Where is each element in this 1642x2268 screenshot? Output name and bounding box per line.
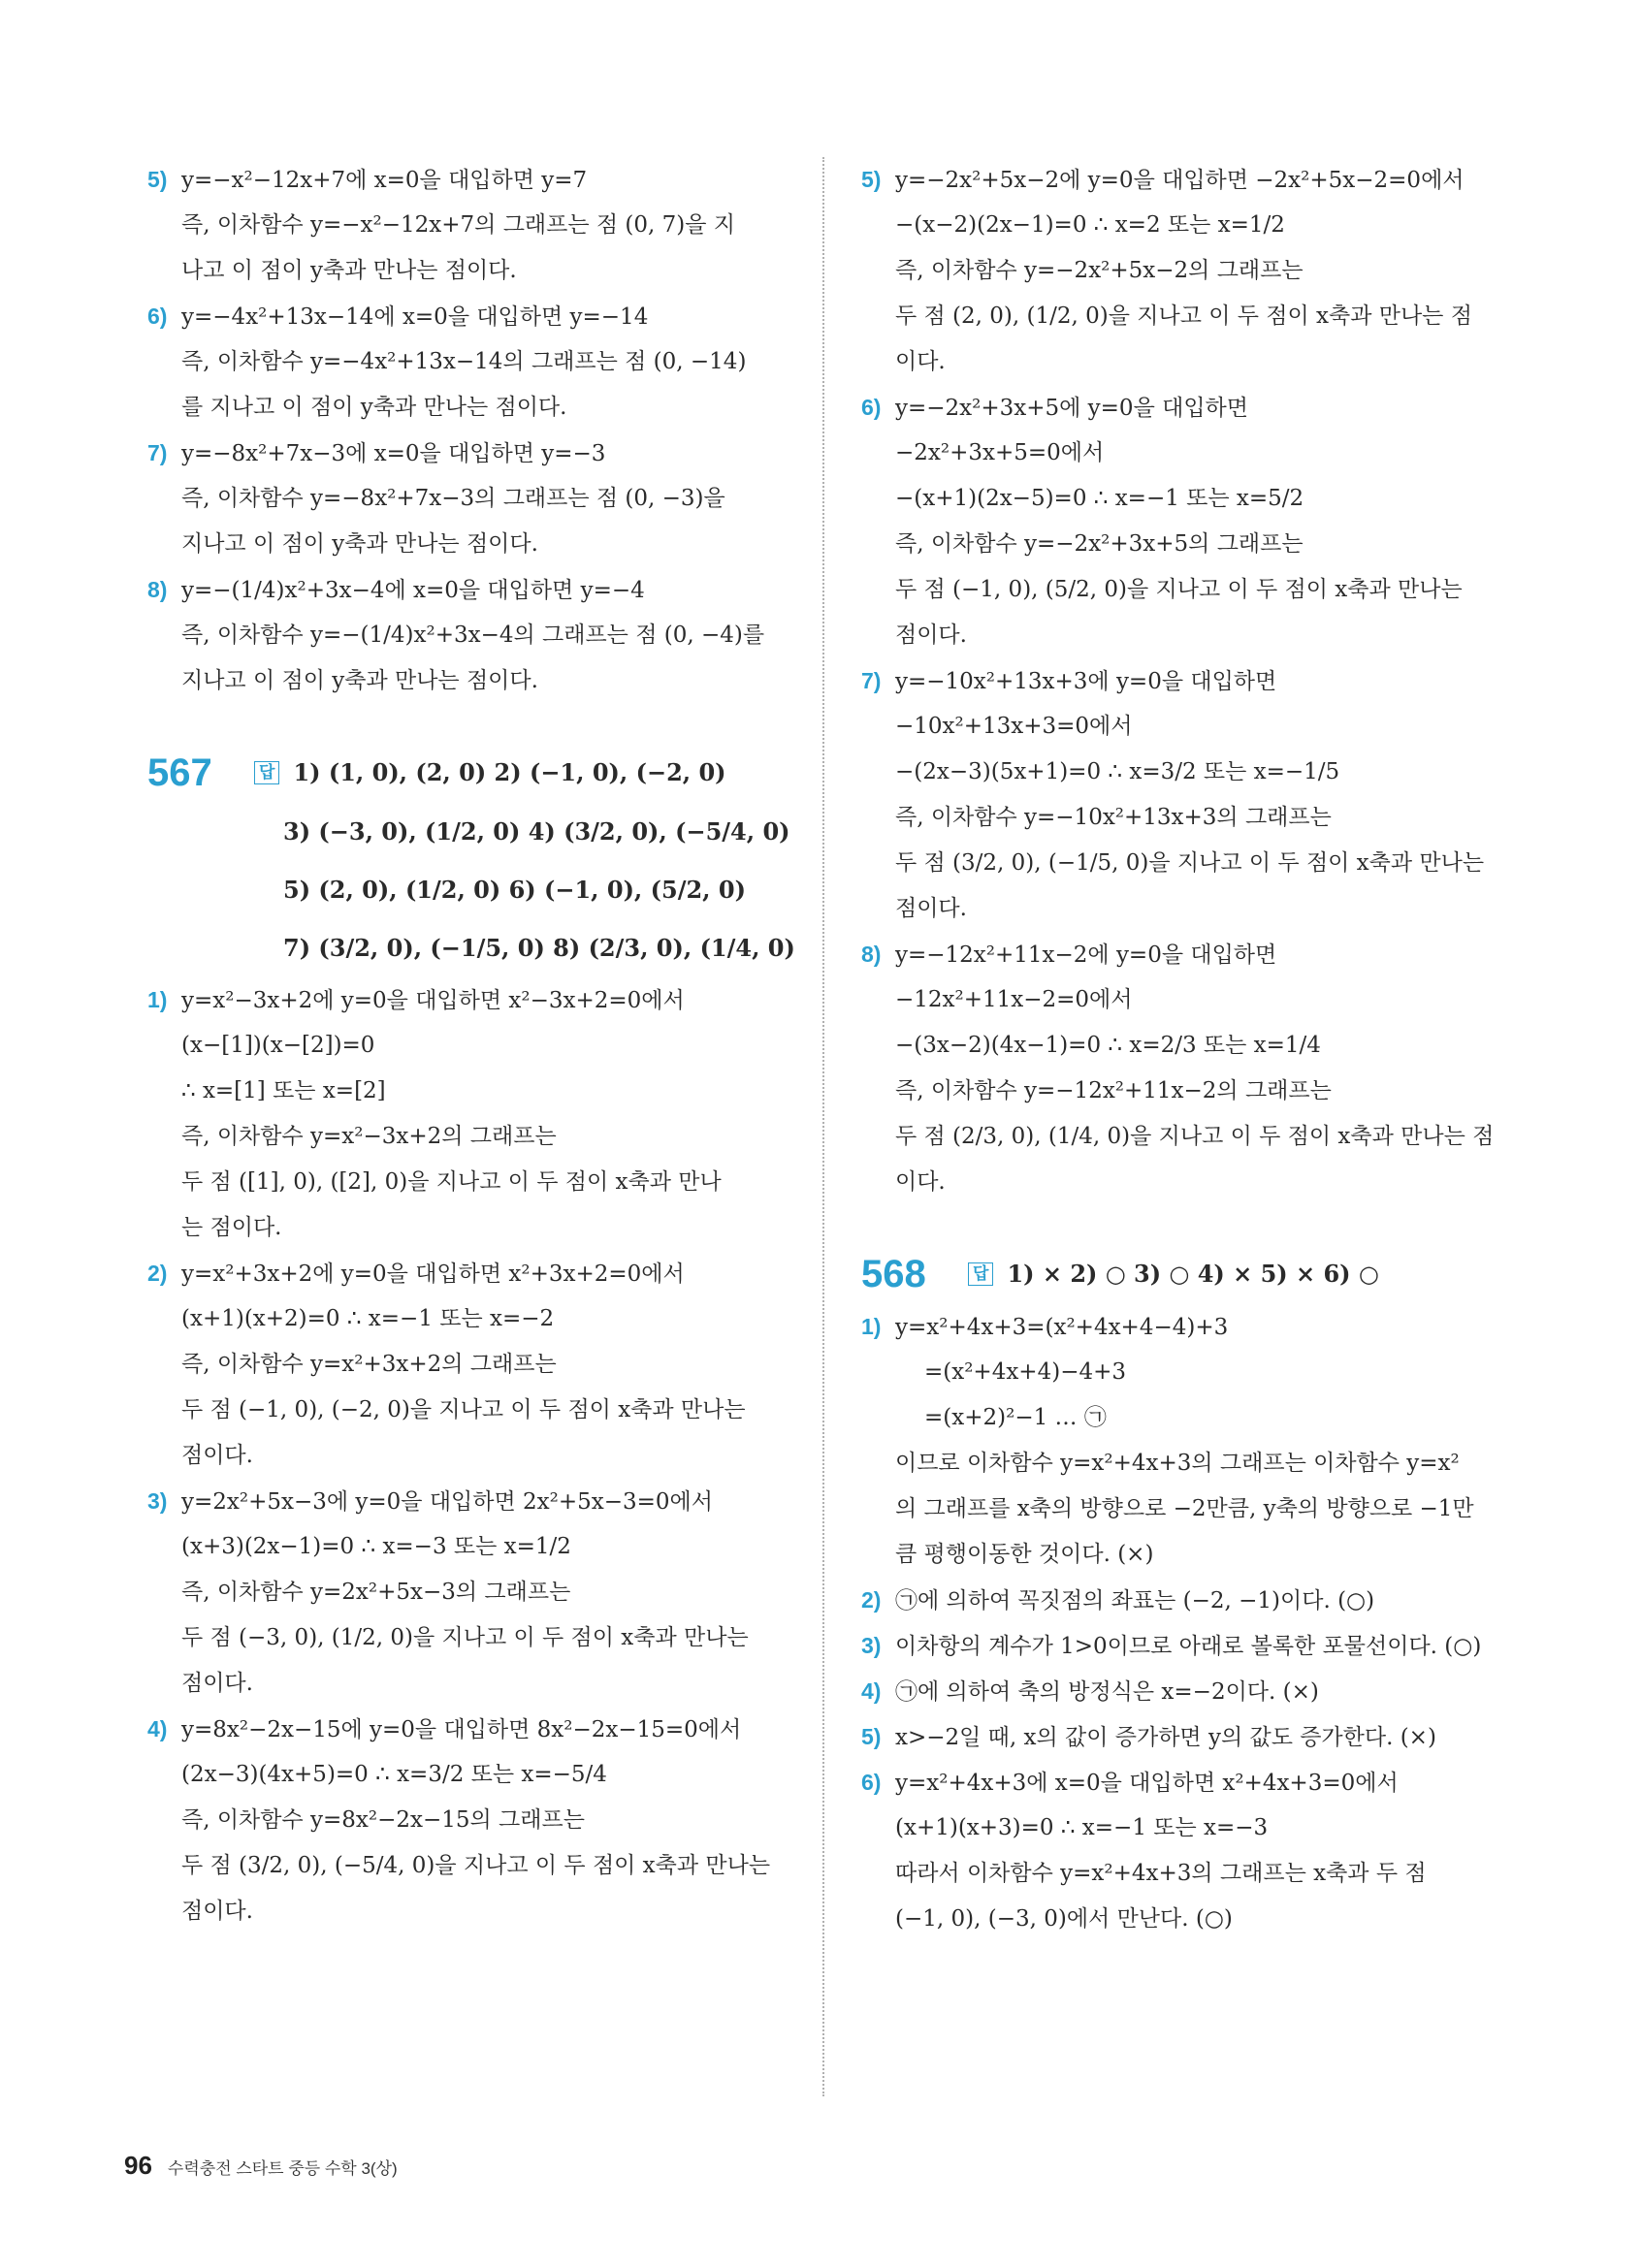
solution-text: y=−12x²+11x−2에 y=0을 대입하면	[895, 942, 1277, 968]
book-title: 수력충전 스타트 중등 수학 3(상)	[167, 2159, 398, 2178]
solution-line	[861, 567, 1506, 613]
problem-568-header	[861, 1244, 1506, 1304]
right-top-solutions	[861, 157, 1506, 1205]
solution-text: 즉, 이차함수 y=−(1/4)x²+3x−4의 그래프는 점 (0, −4)를	[181, 623, 765, 648]
solution-text: y=−2x²+5x−2에 y=0을 대입하면 −2x²+5x−2=0에서	[895, 168, 1465, 193]
solution-text: 의 그래프를 x축의 방향으로 −2만큼, y축의 방향으로 −1만	[895, 1496, 1474, 1521]
solution-line	[861, 1023, 1506, 1069]
problem-number: 568	[861, 1252, 926, 1295]
solution-text: −(2x−3)(5x+1)=0 ∴ x=3/2 또는 x=−1/5	[895, 759, 1340, 784]
solution-text: (x+1)(x+3)=0 ∴ x=−1 또는 x=−3	[895, 1815, 1269, 1840]
solution-line	[861, 385, 1506, 431]
solution-text: 두 점 (−1, 0), (5/2, 0)을 지나고 이 두 점이 x축과 만나는	[895, 577, 1463, 602]
solution-text: 즉, 이차함수 y=2x²+5x−3의 그래프는	[181, 1580, 571, 1605]
solution-text: y=−8x²+7x−3에 x=0을 대입하면 y=−3	[181, 441, 606, 466]
solution-line	[147, 1524, 788, 1570]
solution-text: 즉, 이차함수 y=8x²−2x−15의 그래프는	[181, 1807, 585, 1833]
solution-text: (x+1)(x+2)=0 ∴ x=−1 또는 x=−2	[181, 1306, 555, 1331]
solution-line	[861, 1669, 1506, 1714]
solution-text: x>−2일 때, x의 값이 증가하면 y의 값도 증가한다. (×)	[895, 1725, 1436, 1750]
solution-line	[861, 1714, 1506, 1760]
solution-line	[861, 522, 1506, 567]
solution-line	[861, 1578, 1506, 1623]
solution-text: (2x−3)(4x+5)=0 ∴ x=3/2 또는 x=−5/4	[181, 1762, 607, 1787]
solution-line	[861, 1350, 1506, 1395]
item-number: 6)	[147, 303, 168, 329]
solution-text: 를 지나고 이 점이 y축과 만나는 점이다.	[181, 395, 567, 420]
solution-line	[147, 1707, 788, 1752]
solution-text: 지나고 이 점이 y축과 만나는 점이다.	[181, 668, 538, 693]
solution-text: 지나고 이 점이 y축과 만나는 점이다.	[181, 531, 538, 557]
solution-text: y=−(1/4)x²+3x−4에 x=0을 대입하면 y=−4	[181, 578, 645, 603]
item-number: 6)	[861, 1770, 882, 1795]
solution-line	[147, 522, 788, 567]
answer-line: 1) × 2) ○ 3) ○ 4) × 5) × 6) ○	[1007, 1260, 1379, 1288]
solution-line	[147, 1388, 788, 1433]
solution-text: 나고 이 점이 y축과 만나는 점이다.	[181, 258, 517, 283]
solution-line	[861, 339, 1506, 385]
solution-line	[147, 248, 788, 294]
solution-text: 두 점 ([1], 0), ([2], 0)을 지나고 이 두 점이 x축과 만나	[181, 1169, 722, 1195]
solution-text: 즉, 이차함수 y=−2x²+3x+5의 그래프는	[895, 531, 1304, 557]
solution-line	[861, 750, 1506, 795]
item-number: 3)	[147, 1488, 168, 1514]
solution-line	[147, 1843, 788, 1889]
solution-text: y=x²+3x+2에 y=0을 대입하면 x²+3x+2=0에서	[181, 1262, 685, 1287]
solution-text: (x−[1])(x−[2])=0	[181, 1033, 375, 1058]
solution-line	[861, 476, 1506, 522]
solution-text: (−1, 0), (−3, 0)에서 만난다. (○)	[895, 1906, 1233, 1932]
solution-line	[861, 886, 1506, 932]
answer-tag: 답	[968, 1262, 993, 1286]
item-number: 1)	[147, 987, 168, 1012]
solution-text: 는 점이다.	[181, 1215, 282, 1240]
solution-text: 이다.	[895, 1169, 946, 1195]
solution-text: y=−10x²+13x+3에 y=0을 대입하면	[895, 669, 1277, 694]
solution-line	[861, 157, 1506, 203]
solution-text: y=−2x²+3x+5에 y=0을 대입하면	[895, 396, 1248, 421]
problem-number: 567	[147, 751, 212, 794]
solution-text: 점이다.	[181, 1443, 253, 1468]
solution-line	[861, 1623, 1506, 1669]
solution-text: −2x²+3x+5=0에서	[895, 440, 1105, 465]
solution-text: −10x²+13x+3=0에서	[895, 714, 1133, 739]
solution-line	[147, 1752, 788, 1798]
spacer	[147, 704, 788, 743]
solution-text: y=x²−3x+2에 y=0을 대입하면 x²−3x+2=0에서	[181, 988, 685, 1013]
item-number: 5)	[861, 167, 882, 192]
solution-line	[861, 1532, 1506, 1578]
solution-line	[147, 157, 788, 203]
solution-text: 점이다.	[895, 896, 967, 921]
solution-line	[147, 1615, 788, 1661]
solution-line	[861, 1486, 1506, 1532]
page-footer	[124, 2151, 398, 2181]
answer-line: 5) (2, 0), (1/2, 0) 6) (−1, 0), (5/2, 0)	[283, 876, 746, 904]
solution-line	[861, 294, 1506, 339]
solution-text: 점이다.	[895, 623, 967, 648]
solution-text: 이차항의 계수가 1>0이므로 아래로 볼록한 포물선이다. (○)	[895, 1634, 1482, 1659]
solution-line	[147, 1798, 788, 1843]
solution-line	[861, 932, 1506, 977]
solution-line	[147, 1479, 788, 1524]
solution-text: 두 점 (3/2, 0), (−1/5, 0)을 지나고 이 두 점이 x축과 만나는	[895, 850, 1485, 876]
solution-text: 즉, 이차함수 y=−2x²+5x−2의 그래프는	[895, 258, 1304, 283]
item-number: 3)	[861, 1633, 882, 1658]
solution-text: =(x+2)²−1 … ㉠	[924, 1405, 1107, 1430]
solution-text: ㉠에 의하여 꼭짓점의 좌표는 (−2, −1)이다. (○)	[895, 1588, 1375, 1613]
solution-text: 즉, 이차함수 y=−x²−12x+7의 그래프는 점 (0, 7)을 지	[181, 212, 735, 238]
solution-text: ㉠에 의하여 축의 방정식은 x=−2이다. (×)	[895, 1679, 1319, 1705]
item-number: 1)	[861, 1314, 882, 1339]
solution-line	[147, 294, 788, 339]
item-number: 4)	[861, 1678, 882, 1704]
solution-text: =(x²+4x+4)−4+3	[924, 1359, 1126, 1385]
solution-line	[147, 385, 788, 431]
solution-text: 즉, 이차함수 y=−4x²+13x−14의 그래프는 점 (0, −14)	[181, 349, 747, 374]
solution-line	[147, 1661, 788, 1707]
solution-text: 즉, 이차함수 y=−10x²+13x+3의 그래프는	[895, 805, 1332, 830]
solution-text: 이므로 이차함수 y=x²+4x+3의 그래프는 이차함수 y=x²	[895, 1451, 1460, 1476]
solution-line	[861, 1805, 1506, 1851]
solution-line	[147, 1251, 788, 1296]
solution-text: y=x²+4x+3=(x²+4x+4−4)+3	[895, 1315, 1229, 1340]
solution-line	[147, 339, 788, 385]
solution-text: 즉, 이차함수 y=−12x²+11x−2의 그래프는	[895, 1078, 1332, 1103]
solution-line	[147, 613, 788, 658]
solution-line	[861, 977, 1506, 1023]
solution-line	[861, 1897, 1506, 1942]
solution-text: 즉, 이차함수 y=x²+3x+2의 그래프는	[181, 1352, 557, 1377]
answer-tag: 답	[254, 761, 279, 784]
item-number: 6)	[861, 395, 882, 420]
answer-line: 3) (−3, 0), (1/2, 0) 4) (3/2, 0), (−5/4, 0)	[283, 817, 790, 846]
solution-line	[861, 841, 1506, 886]
solution-text: −(x+1)(2x−5)=0 ∴ x=−1 또는 x=5/2	[895, 486, 1304, 511]
solution-line	[147, 1342, 788, 1388]
solution-text: y=2x²+5x−3에 y=0을 대입하면 2x²+5x−3=0에서	[181, 1489, 713, 1515]
solution-text: −(x−2)(2x−1)=0 ∴ x=2 또는 x=1/2	[895, 212, 1285, 238]
solution-line	[861, 1395, 1506, 1441]
solution-text: 이다.	[895, 349, 946, 374]
solution-text: 두 점 (2/3, 0), (1/4, 0)을 지나고 이 두 점이 x축과 만나는 점	[895, 1124, 1495, 1149]
solution-line	[147, 1570, 788, 1615]
solution-text: ∴ x=[1] 또는 x=[2]	[181, 1078, 386, 1103]
item-number: 4)	[147, 1716, 168, 1741]
solution-text: −12x²+11x−2=0에서	[895, 987, 1133, 1012]
solution-line	[147, 476, 788, 522]
solution-line	[147, 203, 788, 248]
problem-568-solutions	[861, 1304, 1506, 1942]
solution-text: y=x²+4x+3에 x=0을 대입하면 x²+4x+3=0에서	[895, 1771, 1399, 1796]
item-number: 5)	[147, 167, 168, 192]
solution-text: 즉, 이차함수 y=−8x²+7x−3의 그래프는 점 (0, −3)을	[181, 486, 725, 511]
problem-567-header	[147, 743, 788, 803]
solution-line	[861, 1160, 1506, 1205]
solution-line	[861, 1760, 1506, 1805]
item-number: 7)	[861, 668, 882, 693]
item-number: 7)	[147, 440, 168, 465]
solution-text: −(3x−2)(4x−1)=0 ∴ x=2/3 또는 x=1/4	[895, 1033, 1321, 1058]
item-number: 8)	[861, 942, 882, 967]
solution-text: 점이다.	[181, 1671, 253, 1696]
solution-line	[147, 1069, 788, 1114]
spacer	[861, 1205, 1506, 1244]
item-number: 2)	[147, 1261, 168, 1286]
solution-line	[147, 1114, 788, 1160]
solution-line	[861, 704, 1506, 750]
solution-text: y=−x²−12x+7에 x=0을 대입하면 y=7	[181, 168, 588, 193]
solution-line	[147, 567, 788, 613]
solution-line	[861, 795, 1506, 841]
solution-line	[861, 613, 1506, 658]
solution-text: y=8x²−2x−15에 y=0을 대입하면 8x²−2x−15=0에서	[181, 1717, 742, 1742]
solution-line	[147, 1160, 788, 1205]
item-number: 8)	[147, 577, 168, 602]
solution-line	[861, 1441, 1506, 1486]
solution-text: 점이다.	[181, 1899, 253, 1924]
answer-line: 1) (1, 0), (2, 0) 2) (−1, 0), (−2, 0)	[293, 758, 726, 786]
solution-line	[147, 1205, 788, 1251]
solution-line	[147, 658, 788, 704]
problem-567-solutions	[147, 977, 788, 1934]
solution-line	[147, 1433, 788, 1479]
solution-line	[861, 203, 1506, 248]
solution-line	[861, 431, 1506, 476]
solution-line	[147, 977, 788, 1023]
item-number: 5)	[861, 1724, 882, 1749]
solution-line	[861, 658, 1506, 704]
item-number: 2)	[861, 1587, 882, 1613]
left-top-solutions	[147, 157, 788, 704]
solution-text: 따라서 이차함수 y=x²+4x+3의 그래프는 x축과 두 점	[895, 1861, 1427, 1886]
solution-text: y=−4x²+13x−14에 x=0을 대입하면 y=−14	[181, 304, 649, 330]
left-column	[147, 157, 795, 1934]
column-divider	[822, 157, 824, 2096]
solution-line	[861, 1304, 1506, 1350]
right-column	[861, 157, 1506, 1942]
solution-line	[147, 431, 788, 476]
solution-text: 두 점 (2, 0), (1/2, 0)을 지나고 이 두 점이 x축과 만나는 점	[895, 303, 1472, 329]
solution-text: 즉, 이차함수 y=x²−3x+2의 그래프는	[181, 1124, 557, 1149]
solution-line	[147, 1889, 788, 1934]
solution-line	[861, 1114, 1506, 1160]
solution-text: 두 점 (−3, 0), (1/2, 0)을 지나고 이 두 점이 x축과 만나는	[181, 1625, 749, 1650]
solution-text: 두 점 (3/2, 0), (−5/4, 0)을 지나고 이 두 점이 x축과 만나는	[181, 1853, 771, 1878]
solution-text: (x+3)(2x−1)=0 ∴ x=−3 또는 x=1/2	[181, 1534, 571, 1559]
solution-line	[861, 1069, 1506, 1114]
answer-line: 7) (3/2, 0), (−1/5, 0) 8) (2/3, 0), (1/4, 0)	[283, 934, 795, 962]
solution-line	[147, 1296, 788, 1342]
page-number: 96	[124, 2151, 152, 2180]
solution-line	[861, 248, 1506, 294]
solution-line	[861, 1851, 1506, 1897]
solution-line	[147, 1023, 788, 1069]
solution-text: 큼 평행이동한 것이다. (×)	[895, 1542, 1154, 1567]
solution-text: 두 점 (−1, 0), (−2, 0)을 지나고 이 두 점이 x축과 만나는	[181, 1397, 746, 1422]
